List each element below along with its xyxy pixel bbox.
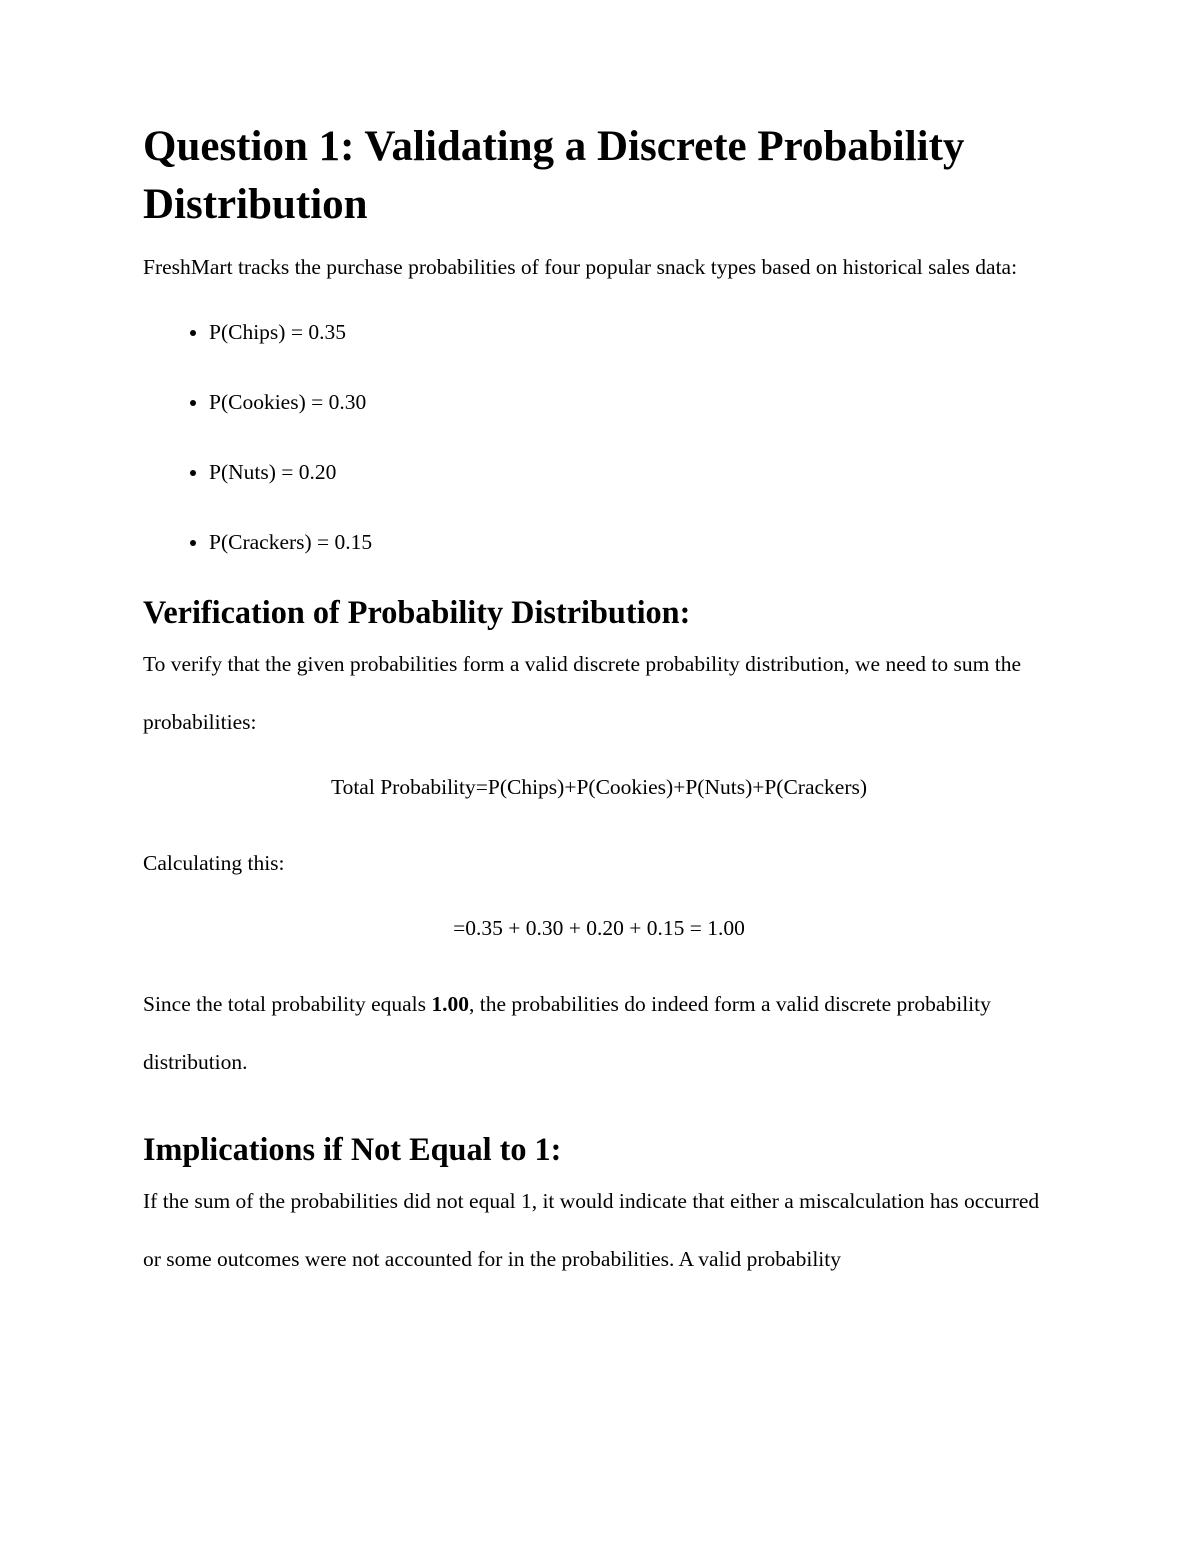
implications-heading: Implications if Not Equal to 1: — [143, 1131, 562, 1167]
question-1-heading: Question 1: Validating a Discrete Probability Distribution — [143, 123, 965, 228]
conclusion-text-after: , the probabilities do indeed form a valid discrete probability distribution. — [143, 992, 991, 1074]
probability-bullet-list — [143, 303, 1055, 571]
verification-paragraph: To verify that the given probabilities form a valid discrete probability distribution, we need to sum the probabilities: — [143, 652, 1021, 734]
implications-paragraph: If the sum of the probabilities did not equal 1, it would indicate that either a miscalculation has occurred or some outcomes were not accounted for in the probabilities. A valid probability — [143, 1189, 1040, 1271]
conclusion-paragraph — [143, 975, 1055, 1091]
list-item: • P(Cookies) = 0.30 — [209, 373, 1055, 431]
list-item: • P(Chips) = 0.35 — [209, 303, 1055, 361]
verification-heading: Verification of Probability Distribution: — [143, 594, 691, 630]
calculating-label: Calculating this: — [143, 851, 285, 875]
conclusion-bold-value: 1.00 — [431, 992, 470, 1016]
sum-equation: =0.35 + 0.30 + 0.20 + 0.15 = 1.00 — [453, 916, 745, 940]
conclusion-text-before: Since the total probability equals — [143, 992, 432, 1016]
spacer — [143, 1098, 1055, 1120]
list-item: • P(Nuts) = 0.20 — [209, 443, 1055, 501]
total-probability-equation: Total Probability=P(Chips)+P(Cookies)+P(Nuts)+P(Crackers) — [330, 775, 868, 799]
intro-paragraph: FreshMart tracks the purchase probabilities of four popular snack types based on historical sales data: — [143, 255, 1018, 279]
list-item: • P(Crackers) = 0.15 — [209, 513, 1055, 571]
